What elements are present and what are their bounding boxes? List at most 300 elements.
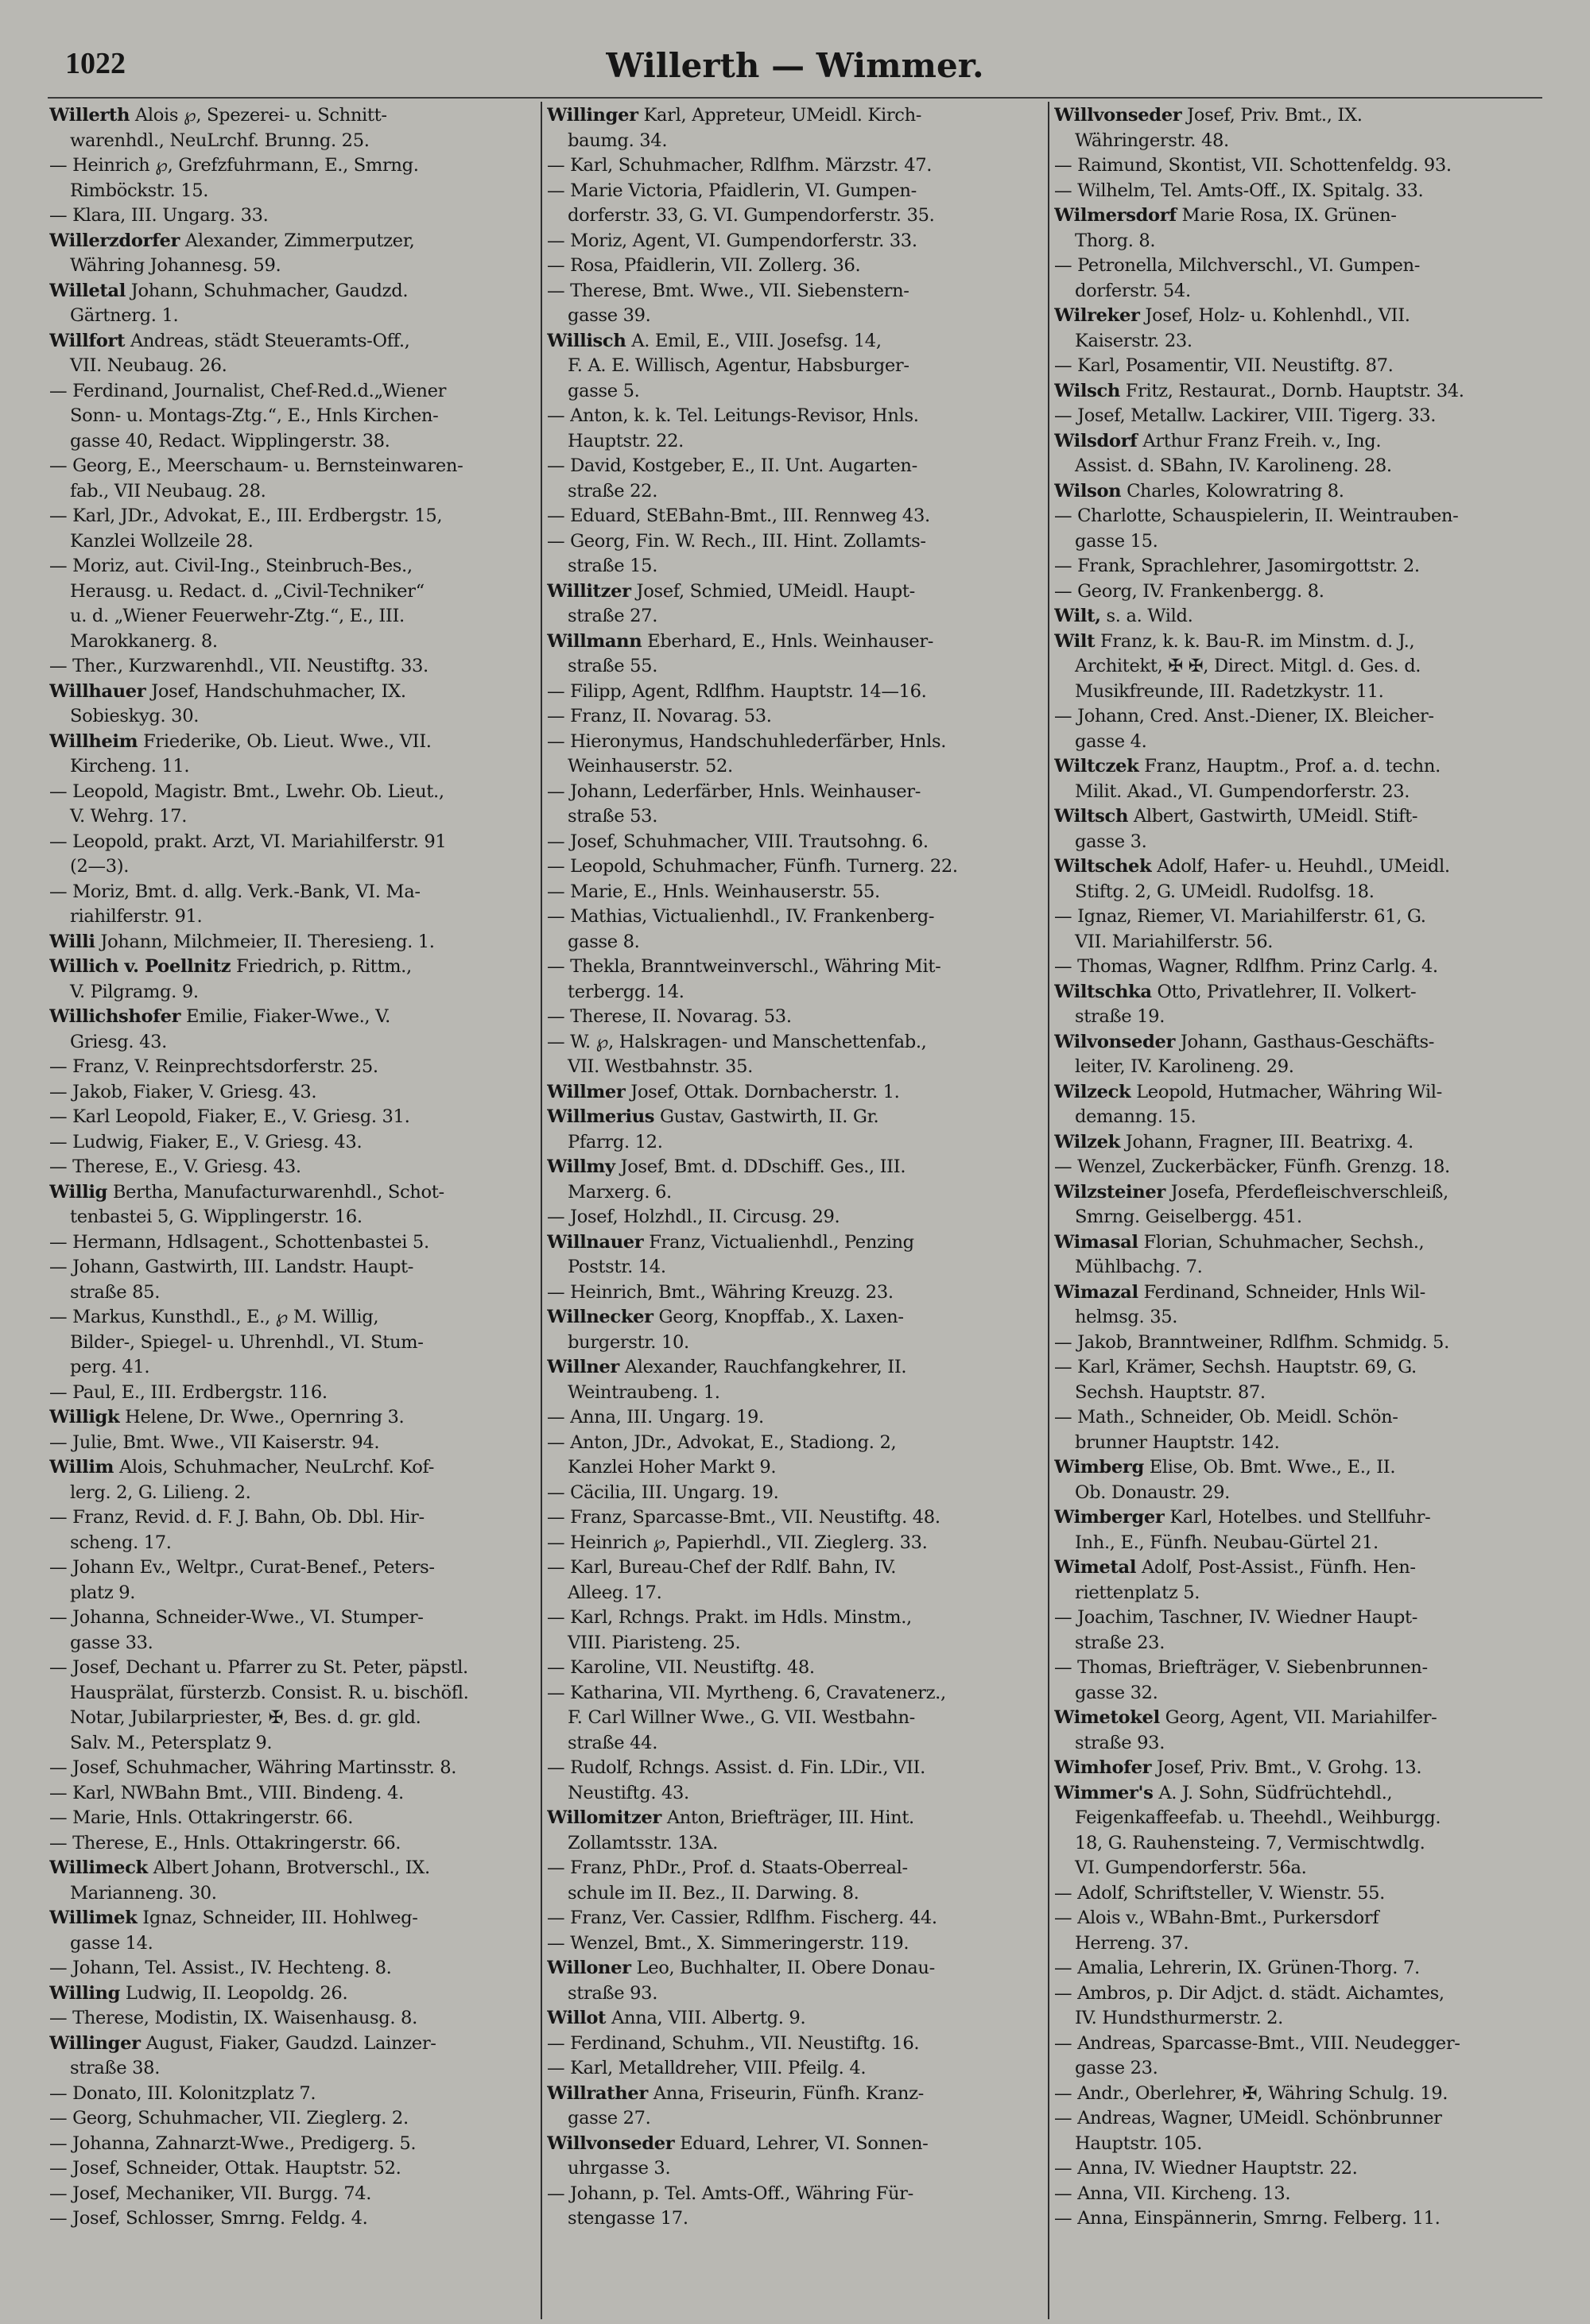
entry-line bbox=[547, 680, 1040, 705]
entry-headline bbox=[547, 1080, 1040, 1106]
entry-text: — Karl, Krämer, Sechsh. Hauptstr. 69, G. bbox=[1054, 1357, 1417, 1377]
entry-headline bbox=[49, 229, 542, 254]
entry-text: Ob. Donaustr. 29. bbox=[1075, 1482, 1230, 1503]
entry-text: — Georg, Schuhmacher, VII. Zieglerg. 2. bbox=[49, 2108, 409, 2128]
entry-text: — Georg, IV. Frankenbergg. 8. bbox=[1054, 580, 1324, 602]
entry-text: — Johann, Tel. Assist., IV. Hechteng. 8. bbox=[49, 1958, 392, 1978]
entry-text: Sobieskyg. 30. bbox=[70, 706, 200, 726]
entry-text: Helene, Dr. Wwe., Opernring 3. bbox=[119, 1407, 405, 1427]
entry-text: — Karl, Schuhmacher, Rdlfhm. Märzstr. 47. bbox=[547, 155, 933, 176]
entry-line bbox=[1054, 454, 1547, 479]
entry-text: gasse 32. bbox=[1075, 1682, 1158, 1703]
entry-line bbox=[547, 1781, 1040, 1807]
entry-line bbox=[1054, 2106, 1547, 2132]
entry-line bbox=[1054, 1681, 1547, 1706]
entry-text: 18, G. Rauhensteing. 7, Vermischtwdlg. bbox=[1075, 1832, 1425, 1853]
entry-line bbox=[547, 304, 1040, 329]
surname: Wimetal bbox=[1054, 1557, 1137, 1578]
entry-line bbox=[1054, 1381, 1547, 1406]
entry-text: — Josef, Mechaniker, VII. Burgg. 74. bbox=[49, 2183, 372, 2204]
entry-headline bbox=[1054, 379, 1547, 405]
entry-text: — Therese, E., V. Griesg. 43. bbox=[49, 1156, 301, 1177]
entry-text: gasse 27. bbox=[568, 2108, 651, 2128]
entry-text: — Anna, VII. Kircheng. 13. bbox=[1054, 2183, 1291, 2204]
entry-text: Gärtnerg. 1. bbox=[70, 305, 179, 326]
entry-text: — Eduard, StEBahn-Bmt., III. Rennweg 43. bbox=[547, 505, 930, 526]
surname: Wilzek bbox=[1054, 1131, 1120, 1152]
surname: Willetal bbox=[49, 280, 126, 301]
entry-line bbox=[1054, 880, 1547, 905]
entry-text: August, Fiaker, Gaudzd. Lainzer- bbox=[140, 2032, 436, 2054]
entry-text: gasse 39. bbox=[568, 305, 651, 326]
entry-text: Josefa, Pferdefleischverschleiß, bbox=[1165, 1181, 1448, 1203]
entry-text: Weinhauserstr. 52. bbox=[568, 756, 733, 777]
entry-line bbox=[49, 2106, 542, 2132]
entry-text: Franz, k. k. Bau-R. im Minstm. d. J., bbox=[1095, 630, 1415, 652]
entry-line bbox=[1054, 1330, 1547, 1356]
entry-text: Musikfreunde, III. Radetzkystr. 11. bbox=[1075, 680, 1384, 702]
entry-text: Anton, Briefträger, III. Hint. bbox=[661, 1807, 914, 1828]
entry-text: F. Carl Willner Wwe., G. VII. Westbahn- bbox=[568, 1707, 915, 1728]
entry-line bbox=[1054, 2182, 1547, 2207]
entry-headline bbox=[547, 103, 1040, 129]
surname: Willmer bbox=[547, 1081, 626, 1102]
entry-text: warenhdl., NeuLrchf. Brunng. 25. bbox=[70, 130, 370, 151]
entry-line bbox=[49, 1481, 542, 1506]
entry-line bbox=[1054, 354, 1547, 379]
entry-text: — Therese, Bmt. Wwe., VII. Siebenstern- bbox=[547, 280, 909, 301]
entry-text: Johann, Gasthaus-Geschäfts- bbox=[1175, 1031, 1434, 1052]
entry-text: — Anna, III. Ungarg. 19. bbox=[547, 1407, 764, 1427]
entry-text: Karl, Appreteur, UMeidl. Kirch- bbox=[638, 105, 922, 126]
entry-text: Johann, Schuhmacher, Gaudzd. bbox=[125, 280, 409, 301]
entry-text: — Hermann, Hdlsagent., Schottenbastei 5. bbox=[49, 1231, 429, 1253]
entry-text: — Josef, Dechant u. Pfarrer zu St. Peter, päpstl. bbox=[49, 1657, 468, 1678]
entry-text: Hauptstr. 105. bbox=[1075, 2132, 1203, 2154]
entry-headline bbox=[547, 2082, 1040, 2107]
surname: Willim bbox=[49, 1457, 114, 1478]
surname: Wilreker bbox=[1054, 305, 1140, 326]
entry-line bbox=[49, 1881, 542, 1907]
entry-headline bbox=[49, 1405, 542, 1431]
entry-headline bbox=[1054, 429, 1547, 455]
entry-line bbox=[49, 1656, 542, 1681]
entry-headline bbox=[49, 1906, 542, 1931]
entry-text: Josef, Holz- u. Kohlenhdl., VII. bbox=[1139, 305, 1410, 326]
surname: Wilzeck bbox=[1054, 1081, 1131, 1102]
entry-text: — Filipp, Agent, Rdlfhm. Hauptstr. 14—16. bbox=[547, 680, 927, 702]
entry-line bbox=[49, 1230, 542, 1256]
entry-text: — Heinrich, Bmt., Währing Kreuzg. 23. bbox=[547, 1281, 894, 1303]
surname: Willerth bbox=[49, 105, 130, 126]
entry-text: — Charlotte, Schauspielerin, II. Weintrauben- bbox=[1054, 505, 1459, 526]
entry-line bbox=[49, 1756, 542, 1781]
entry-line bbox=[1054, 2082, 1547, 2107]
entry-text: Georg, Knopffab., X. Laxen- bbox=[653, 1307, 904, 1327]
entry-text: Salv. M., Petersplatz 9. bbox=[70, 1732, 273, 1753]
entry-line bbox=[1054, 1531, 1547, 1556]
entry-text: — Georg, E., Meerschaum- u. Bernsteinwaren- bbox=[49, 455, 463, 476]
entry-text: — Josef, Schneider, Ottak. Hauptstr. 52. bbox=[49, 2158, 401, 2179]
surname: Willinger bbox=[547, 105, 638, 126]
entry-text: gasse 14. bbox=[70, 1932, 153, 1954]
entry-text: — Marie, E., Hnls. Weinhauserstr. 55. bbox=[547, 881, 880, 902]
entry-text: — Wenzel, Bmt., X. Simmeringerstr. 119. bbox=[547, 1932, 909, 1954]
running-title: Willerth — Wimmer. bbox=[606, 46, 984, 85]
entry-line bbox=[1054, 704, 1547, 730]
entry-text: — Franz, II. Novarag. 53. bbox=[547, 706, 772, 726]
entry-line bbox=[49, 1130, 542, 1156]
entry-line bbox=[1054, 529, 1547, 555]
entry-text: Andreas, städt Steueramts-Off., bbox=[125, 330, 410, 351]
entry-line bbox=[1054, 904, 1547, 930]
entry-line bbox=[1054, 229, 1547, 254]
entry-text: — Josef, Schuhmacher, VIII. Trautsohng. 6. bbox=[547, 831, 929, 852]
entry-line bbox=[49, 2206, 542, 2232]
entry-text: IV. Hundsthurmerstr. 2. bbox=[1075, 2008, 1283, 2028]
entry-text: — Therese, E., Hnls. Ottakringerstr. 66. bbox=[49, 1832, 401, 1853]
surname: Willitzer bbox=[547, 580, 631, 602]
entry-text: s. a. Wild. bbox=[1100, 606, 1193, 626]
entry-text: dorferstr. 54. bbox=[1075, 280, 1191, 301]
surname: Willigk bbox=[49, 1407, 120, 1427]
entry-headline bbox=[1054, 629, 1547, 655]
entry-text: Zollamtsstr. 13A. bbox=[568, 1832, 718, 1853]
surname: Willisch bbox=[547, 330, 626, 351]
entry-text: Alleeg. 17. bbox=[568, 1582, 662, 1603]
surname: Wilson bbox=[1054, 480, 1122, 502]
entry-text: Anna, VIII. Albertg. 9. bbox=[606, 2008, 806, 2028]
entry-text: VII. Westbahnstr. 35. bbox=[568, 1056, 753, 1077]
surname: Willner bbox=[547, 1357, 619, 1377]
entry-line bbox=[547, 179, 1040, 204]
entry-line bbox=[49, 1080, 542, 1106]
entry-text: — Andr., Oberlehrer, ✠, Währing Schulg. 19. bbox=[1054, 2082, 1448, 2104]
entry-line bbox=[547, 1505, 1040, 1531]
entry-line bbox=[1054, 2056, 1547, 2082]
entry-text: Alois, Schuhmacher, NeuLrchf. Kof- bbox=[114, 1457, 435, 1478]
entry-line bbox=[547, 379, 1040, 405]
entry-text: straße 27. bbox=[568, 606, 658, 626]
entry-line bbox=[547, 1531, 1040, 1556]
entry-text: Eduard, Lehrer, VI. Sonnen- bbox=[674, 2132, 929, 2154]
entry-text: straße 38. bbox=[70, 2058, 161, 2078]
entry-line bbox=[547, 1255, 1040, 1280]
entry-line bbox=[49, 754, 542, 780]
entry-line bbox=[1054, 1355, 1547, 1381]
entry-text: F. A. E. Willisch, Agentur, Habsburger- bbox=[568, 355, 909, 376]
entry-line bbox=[1054, 2032, 1547, 2057]
entry-line bbox=[49, 2006, 542, 2032]
entry-line bbox=[547, 354, 1040, 379]
entry-text: — Amalia, Lehrerin, IX. Grünen-Thorg. 7. bbox=[1054, 1958, 1420, 1978]
entry-line bbox=[49, 854, 542, 880]
entry-line bbox=[547, 2156, 1040, 2182]
entry-text: Adolf, Post-Assist., Fünfh. Hen- bbox=[1136, 1557, 1416, 1578]
entry-line bbox=[547, 980, 1040, 1005]
entry-line bbox=[547, 454, 1040, 479]
entry-line bbox=[547, 2182, 1040, 2207]
entry-text: helmsg. 35. bbox=[1075, 1307, 1178, 1327]
entry-line bbox=[49, 379, 542, 405]
entry-line bbox=[49, 880, 542, 905]
entry-text: gasse 15. bbox=[1075, 530, 1158, 552]
entry-line bbox=[1054, 1581, 1547, 1606]
entry-text: A. Emil, E., VIII. Josefsg. 14, bbox=[626, 330, 882, 351]
surname: Wilt bbox=[1054, 630, 1096, 652]
entry-line bbox=[547, 730, 1040, 755]
entry-text: straße 19. bbox=[1075, 1006, 1165, 1027]
surname: Wimhofer bbox=[1054, 1757, 1152, 1778]
entry-line bbox=[49, 504, 542, 529]
entry-line bbox=[547, 880, 1040, 905]
entry-headline bbox=[1054, 854, 1547, 880]
entry-text: Weintraubeng. 1. bbox=[568, 1381, 720, 1403]
entry-line bbox=[1054, 1431, 1547, 1456]
entry-text: — Josef, Schuhmacher, Währing Martinsstr. 8. bbox=[49, 1757, 457, 1778]
surname: Willichshofer bbox=[49, 1006, 181, 1027]
entry-headline bbox=[1054, 604, 1547, 629]
entry-line bbox=[49, 2056, 542, 2082]
entry-text: Alexander, Rauchfangkehrer, II. bbox=[619, 1357, 907, 1377]
entry-line bbox=[547, 1631, 1040, 1656]
entry-headline bbox=[1054, 804, 1547, 830]
entry-line bbox=[547, 1856, 1040, 1881]
entry-headline bbox=[49, 2032, 542, 2057]
surname: Willrather bbox=[547, 2082, 648, 2104]
entry-line bbox=[1054, 1305, 1547, 1330]
entry-text: — Julie, Bmt. Wwe., VII Kaiserstr. 94. bbox=[49, 1431, 380, 1453]
entry-text: stengasse 17. bbox=[568, 2208, 688, 2229]
entry-line bbox=[547, 1381, 1040, 1406]
entry-text: Sechsh. Hauptstr. 87. bbox=[1075, 1381, 1266, 1403]
entry-text: — Moriz, Agent, VI. Gumpendorferstr. 33. bbox=[547, 230, 917, 251]
entry-line bbox=[49, 1155, 542, 1180]
entry-line bbox=[547, 1681, 1040, 1706]
entry-headline bbox=[1054, 1706, 1547, 1731]
entry-text: — Johann, p. Tel. Amts-Off., Währing Für- bbox=[547, 2183, 913, 2204]
entry-text: — Frank, Sprachlehrer, Jasomirgottstr. 2. bbox=[1054, 556, 1420, 576]
entry-text: Mühlbachg. 7. bbox=[1075, 1257, 1203, 1277]
entry-line bbox=[49, 179, 542, 204]
surname: Willfort bbox=[49, 330, 126, 351]
entry-text: Hausprälat, fürsterzb. Consist. R. u. bischöfl. bbox=[70, 1682, 469, 1703]
entry-line bbox=[547, 1055, 1040, 1080]
entry-text: Währingerstr. 48. bbox=[1075, 130, 1229, 151]
entry-headline bbox=[1054, 1756, 1547, 1781]
entry-headline bbox=[1054, 1280, 1547, 1306]
entry-line bbox=[1054, 780, 1547, 805]
entry-line bbox=[49, 1431, 542, 1456]
surname: Wimazal bbox=[1054, 1281, 1138, 1303]
entry-line bbox=[547, 1205, 1040, 1230]
entry-text: Ignaz, Schneider, III. Hohlweg- bbox=[137, 1908, 418, 1928]
surname: Wimmer's bbox=[1054, 1782, 1154, 1803]
entry-line bbox=[547, 754, 1040, 780]
entry-text: fab., VII Neubaug. 28. bbox=[70, 480, 266, 502]
entry-text: Alexander, Zimmerputzer, bbox=[180, 230, 415, 251]
entry-text: V. Pilgramg. 9. bbox=[70, 981, 199, 1002]
entry-line bbox=[49, 1831, 542, 1857]
entry-line bbox=[49, 354, 542, 379]
entry-line bbox=[1054, 1931, 1547, 1957]
entry-line bbox=[547, 153, 1040, 179]
entry-line bbox=[49, 980, 542, 1005]
entry-text: gasse 5. bbox=[568, 380, 640, 401]
entry-line bbox=[49, 2156, 542, 2182]
entry-line bbox=[49, 804, 542, 830]
entry-line bbox=[547, 1831, 1040, 1857]
entry-text: — Joachim, Taschner, IV. Wiedner Haupt- bbox=[1054, 1607, 1418, 1628]
entry-text: — Ambros, p. Dir Adjct. d. städt. Aichamtes, bbox=[1054, 1982, 1445, 2004]
entry-text: Eberhard, E., Hnls. Weinhauser- bbox=[642, 630, 934, 652]
surname: Willig bbox=[49, 1181, 108, 1203]
entry-text: — Klara, III. Ungarg. 33. bbox=[49, 205, 269, 226]
entry-line bbox=[1054, 279, 1547, 304]
surname: Willoner bbox=[547, 1958, 631, 1978]
entry-line bbox=[547, 654, 1040, 680]
entry-line bbox=[49, 704, 542, 730]
entry-text: demanng. 15. bbox=[1075, 1106, 1196, 1127]
entry-text: — David, Kostgeber, E., II. Unt. Augarten- bbox=[547, 455, 917, 476]
entry-line bbox=[547, 1981, 1040, 2007]
entry-text: platz 9. bbox=[70, 1582, 136, 1603]
entry-text: — Josef, Metallw. Lackirer, VIII. Tigerg. 33. bbox=[1054, 405, 1437, 426]
entry-line bbox=[49, 1555, 542, 1581]
entry-text: straße 44. bbox=[568, 1732, 658, 1753]
entry-text: Sonn- u. Montags-Ztg.“, E., Hnls Kirchen- bbox=[70, 405, 439, 426]
surname: Willvonseder bbox=[547, 2132, 675, 2154]
entry-line bbox=[547, 1130, 1040, 1156]
entry-line bbox=[49, 1280, 542, 1306]
entry-text: Herausg. u. Redact. d. „Civil-Techniker“ bbox=[70, 580, 425, 602]
entry-text: — Ferdinand, Schuhm., VII. Neustiftg. 16. bbox=[547, 2032, 920, 2054]
entry-headline bbox=[1054, 980, 1547, 1005]
entry-line bbox=[547, 854, 1040, 880]
entry-headline bbox=[547, 629, 1040, 655]
entry-line bbox=[1054, 1481, 1547, 1506]
surname: Willinger bbox=[49, 2032, 141, 2054]
column-divider bbox=[1048, 102, 1049, 2319]
entry-headline bbox=[49, 279, 542, 304]
surname: Willmy bbox=[547, 1156, 615, 1177]
entry-text: VII. Mariahilferstr. 56. bbox=[1075, 931, 1274, 952]
entry-line bbox=[547, 804, 1040, 830]
entry-text: — Katharina, VII. Myrtheng. 6, Cravatenerz., bbox=[547, 1682, 946, 1703]
entry-line bbox=[547, 1455, 1040, 1481]
entry-text: tenbastei 5, G. Wipplingerstr. 16. bbox=[70, 1207, 363, 1227]
entry-text: straße 93. bbox=[568, 1982, 658, 2004]
surname: Willi bbox=[49, 931, 95, 952]
surname: Willich v. Poellnitz bbox=[49, 956, 231, 977]
surname: Willnauer bbox=[547, 1231, 644, 1253]
entry-line bbox=[1054, 1831, 1547, 1857]
entry-text: — Thekla, Branntweinverschl., Währing Mit- bbox=[547, 956, 941, 977]
entry-line bbox=[1054, 1731, 1547, 1757]
entry-line bbox=[547, 1731, 1040, 1757]
entry-headline bbox=[49, 730, 542, 755]
entry-text: baumg. 34. bbox=[568, 130, 668, 151]
entry-line bbox=[547, 930, 1040, 955]
entry-line bbox=[49, 554, 542, 579]
entry-headline bbox=[1054, 1180, 1547, 1206]
entry-line bbox=[1054, 1155, 1547, 1180]
entry-line bbox=[547, 404, 1040, 429]
entry-headline bbox=[547, 1230, 1040, 1256]
entry-text: — Karl, Bureau-Chef der Rdlf. Bahn, IV. bbox=[547, 1557, 897, 1578]
entry-text: — Franz, V. Reinprechtsdorferstr. 25. bbox=[49, 1056, 378, 1077]
entry-line bbox=[49, 1355, 542, 1381]
entry-text: riahilferstr. 91. bbox=[70, 906, 203, 927]
entry-text: perg. 41. bbox=[70, 1357, 150, 1377]
surname: Willot bbox=[547, 2008, 607, 2028]
entry-line bbox=[547, 479, 1040, 505]
entry-line bbox=[547, 2106, 1040, 2132]
entry-line bbox=[1054, 1605, 1547, 1631]
entry-line bbox=[49, 579, 542, 605]
entry-line bbox=[1054, 2132, 1547, 2157]
entry-text: Hauptstr. 22. bbox=[568, 430, 684, 451]
entry-text: Johann, Milchmeier, II. Theresieng. 1. bbox=[95, 931, 435, 952]
entry-line bbox=[49, 830, 542, 855]
entry-text: uhrgasse 3. bbox=[568, 2158, 671, 2179]
surname: Willmann bbox=[547, 630, 642, 652]
surname: Wiltsch bbox=[1054, 806, 1129, 827]
entry-text: — Jakob, Fiaker, V. Griesg. 43. bbox=[49, 1081, 317, 1102]
entry-line bbox=[547, 904, 1040, 930]
entry-text: — Cäcilia, III. Ungarg. 19. bbox=[547, 1482, 779, 1503]
entry-headline bbox=[1054, 1781, 1547, 1807]
surname: Wimetokel bbox=[1054, 1707, 1160, 1728]
entry-text: Bertha, Manufacturwarenhdl., Schot- bbox=[107, 1181, 444, 1203]
entry-headline bbox=[547, 579, 1040, 605]
entry-text: gasse 3. bbox=[1075, 831, 1147, 852]
entry-text: Otto, Privatlehrer, II. Volkert- bbox=[1151, 981, 1417, 1002]
entry-headline bbox=[49, 930, 542, 955]
entry-text: — Petronella, Milchverschl., VI. Gumpen- bbox=[1054, 255, 1420, 276]
entry-text: Kaiserstr. 23. bbox=[1075, 330, 1192, 351]
entry-text: — Anna, Einspännerin, Smrng. Felberg. 11. bbox=[1054, 2208, 1441, 2229]
entry-text: — Thomas, Wagner, Rdlfhm. Prinz Carlg. 4. bbox=[1054, 956, 1438, 977]
entry-line bbox=[49, 1806, 542, 1831]
entry-line bbox=[547, 203, 1040, 229]
entry-text: Leopold, Hutmacher, Währing Wil- bbox=[1130, 1081, 1442, 1102]
entry-text: — Wilhelm, Tel. Amts-Off., IX. Spitalg. 33. bbox=[1054, 180, 1424, 201]
entry-text: — Mathias, Victualienhdl., IV. Frankenberg- bbox=[547, 906, 935, 927]
entry-line bbox=[547, 1931, 1040, 1957]
entry-line bbox=[1054, 153, 1547, 179]
entry-line bbox=[49, 1605, 542, 1631]
surname: Willimeck bbox=[49, 1857, 148, 1878]
entry-text: — Moriz, Bmt. d. allg. Verk.-Bank, VI. Ma- bbox=[49, 881, 421, 902]
entry-line bbox=[49, 1030, 542, 1055]
entry-text: dorferstr. 33, G. VI. Gumpendorferstr. 35. bbox=[568, 205, 935, 226]
entry-text: Thorg. 8. bbox=[1075, 230, 1156, 251]
entry-text: — Karl Leopold, Fiaker, E., V. Griesg. 31. bbox=[49, 1106, 410, 1127]
entry-text: — Raimund, Skontist, VII. Schottenfeldg. 93. bbox=[1054, 155, 1452, 176]
entry-headline bbox=[1054, 1505, 1547, 1531]
entry-line bbox=[49, 153, 542, 179]
entry-line bbox=[547, 1605, 1040, 1631]
entry-line bbox=[49, 1931, 542, 1957]
entry-line bbox=[49, 1330, 542, 1356]
entry-line bbox=[49, 1305, 542, 1330]
entry-text: Kanzlei Wollzeile 28. bbox=[70, 530, 254, 552]
entry-text: Kircheng. 11. bbox=[70, 756, 190, 777]
surname: Wimberger bbox=[1054, 1507, 1165, 1528]
entry-text: Marokkanerg. 8. bbox=[70, 630, 218, 652]
page-number: 1022 bbox=[65, 47, 126, 80]
